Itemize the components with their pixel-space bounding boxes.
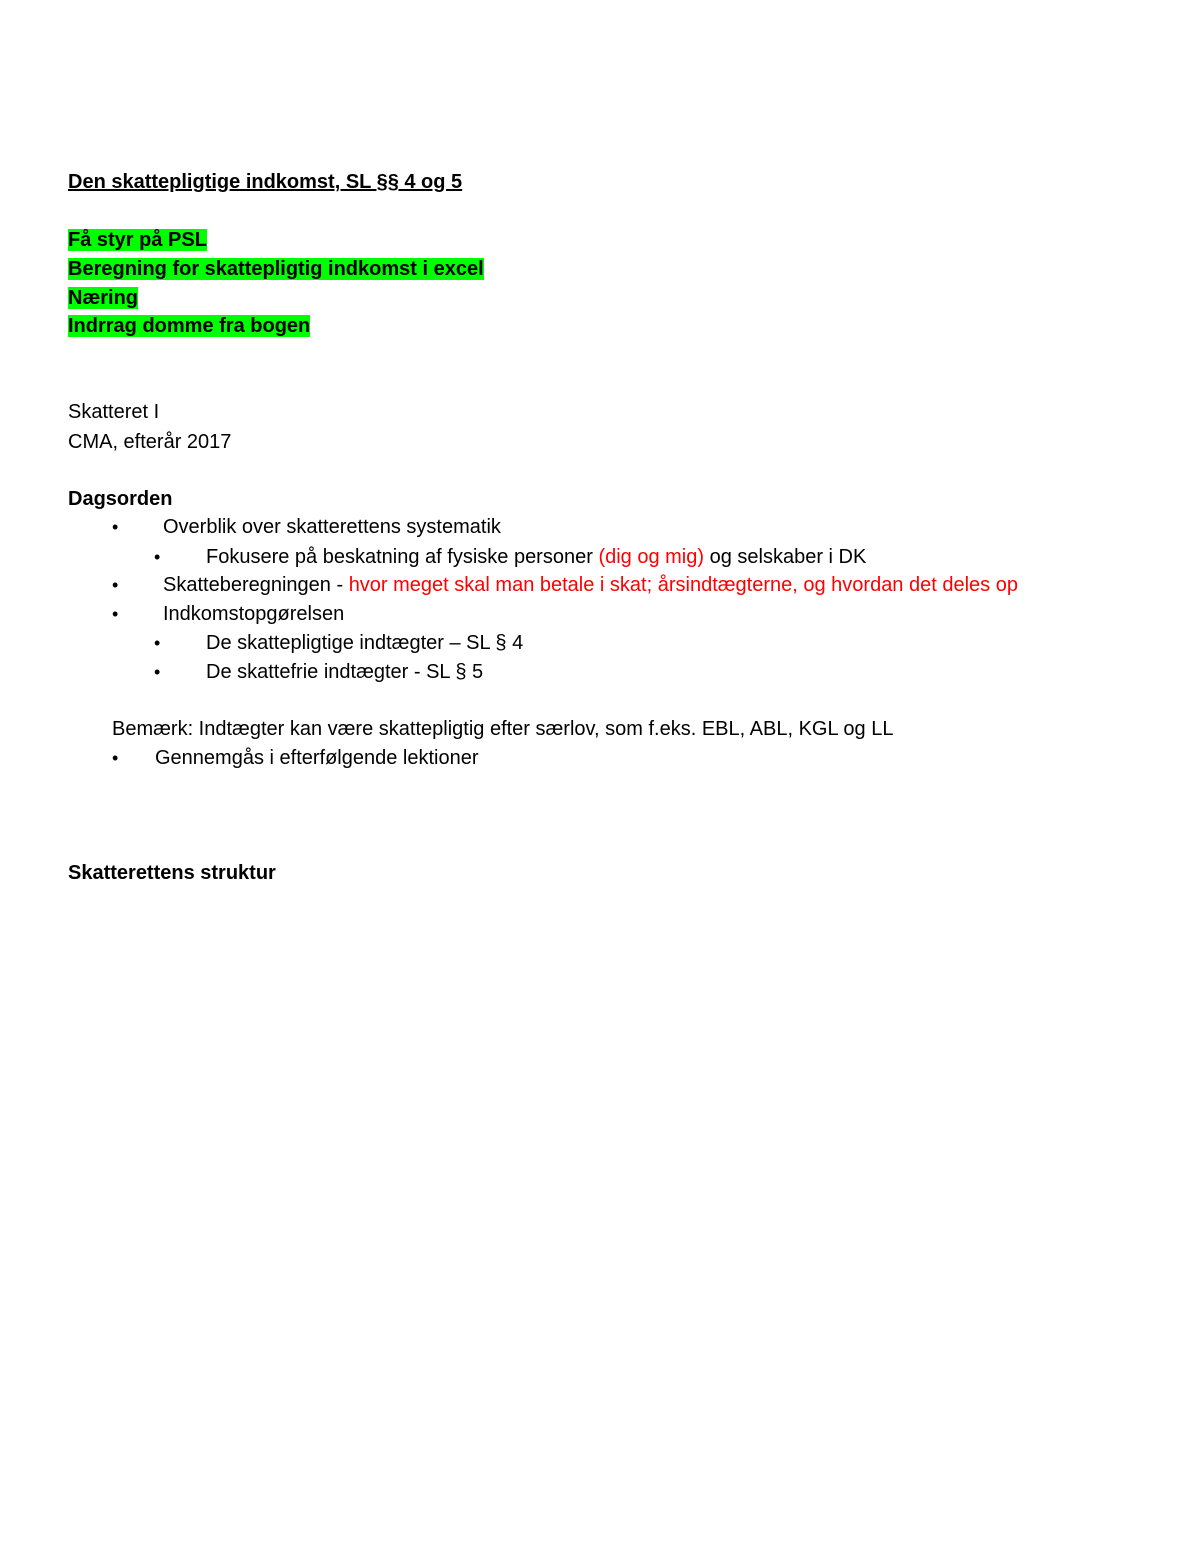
note-text: Bemærk: Indtægter kan være skattepligtig efter særlov, som f.eks. EBL, ABL, KGL og LL [112, 718, 894, 740]
bullet-icon: • [112, 517, 119, 537]
agenda-subitem: De skattepligtige indtægter – SL § 4 [206, 632, 524, 654]
todo-item [68, 313, 310, 339]
bullet-icon: • [112, 748, 119, 768]
course-term: CMA, efterår 2017 [68, 431, 232, 453]
course-name: Skatteret I [68, 401, 160, 423]
todo-item [68, 285, 138, 311]
emphasis-red: hvor meget skal man betale i skat; årsindtægterne, og hvordan det deles op [348, 574, 1018, 596]
note-bullet-text: Gennemgås i efterfølgende lektioner [155, 747, 479, 769]
bullet-icon: • [112, 575, 119, 595]
bullet-icon: • [154, 547, 161, 567]
document-title: Den skattepligtige indkomst, SL §§ 4 og 5 [68, 171, 463, 193]
highlighted-text: Få styr på PSL [68, 229, 207, 251]
emphasis-red: (dig og mig) [598, 546, 705, 568]
agenda-item: Indkomstopgørelsen [163, 603, 345, 625]
text-run: Skatteberegningen - [163, 574, 349, 596]
bullet-icon: • [154, 633, 161, 653]
agenda-item: Overblik over skatterettens systematik [163, 516, 501, 538]
agenda-heading: Dagsorden [68, 488, 173, 510]
todo-item [68, 227, 207, 253]
text-run: og selskaber i DK [704, 546, 867, 568]
text-run: Fokusere på beskatning af fysiske personer [206, 546, 599, 568]
bullet-icon: • [154, 662, 161, 682]
todo-item [68, 256, 484, 282]
highlighted-text: Indrrag domme fra bogen [68, 315, 311, 337]
agenda-subitem [206, 544, 866, 570]
bullet-icon: • [112, 604, 119, 624]
highlighted-text: Beregning for skattepligtig indkomst i excel [68, 258, 484, 280]
agenda-subitem: De skattefrie indtægter - SL § 5 [206, 661, 484, 683]
section-heading: Skatterettens struktur [68, 862, 276, 884]
highlighted-text: Næring [68, 287, 138, 309]
agenda-item [163, 572, 1018, 598]
